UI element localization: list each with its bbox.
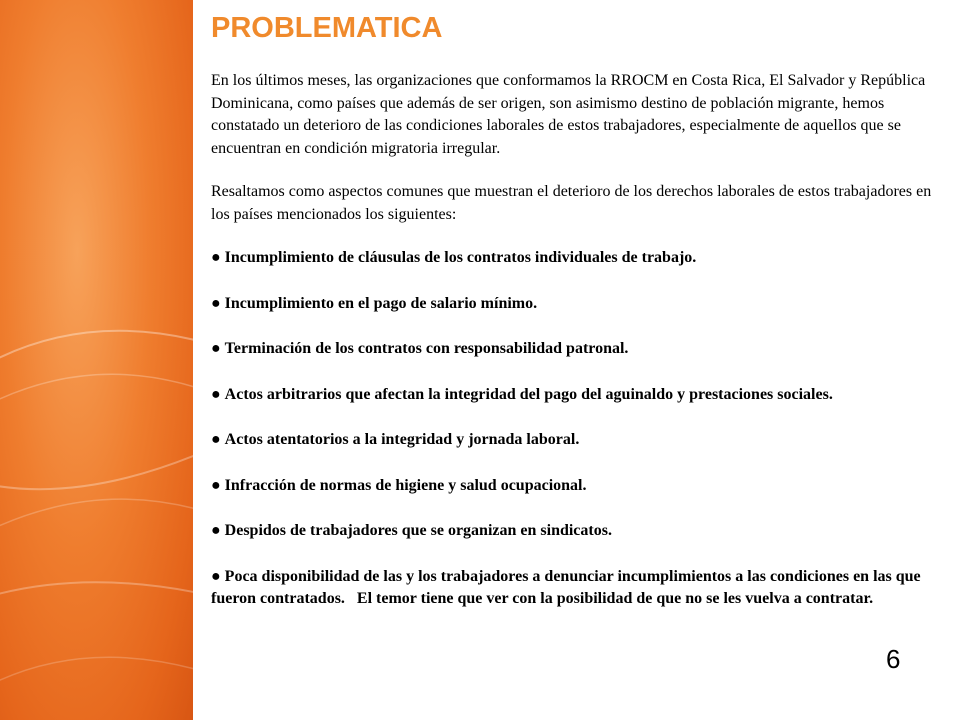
list-item-text: Infracción de normas de higiene y salud ocupacional.: [224, 476, 587, 494]
page-number: 6: [886, 644, 901, 674]
bullet-icon: ●: [211, 476, 221, 494]
list-item-text: Incumplimiento de cláusulas de los contratos individuales de trabajo.: [224, 249, 697, 266]
list-item: [211, 384, 946, 407]
list-item-text: Actos atentatorios a la integridad y jornada laboral.: [224, 431, 580, 448]
list-item: [211, 338, 946, 361]
bullet-icon: ●: [211, 522, 221, 539]
bullet-icon: ●: [211, 340, 221, 357]
list-item-text: Actos arbitrarios que afectan la integridad del pago del aguinaldo y prestaciones sociales.: [224, 385, 833, 403]
bullet-icon: ●: [211, 567, 221, 585]
bullet-icon: ●: [211, 249, 221, 266]
slide-title: PROBLEMATICA: [211, 12, 443, 44]
sidebar-swoosh-graphic: [0, 0, 193, 720]
list-item-text: Despidos de trabajadores que se organizan en sindicatos.: [224, 522, 612, 539]
bullet-icon: ●: [211, 385, 221, 403]
bullet-icon: ●: [211, 294, 221, 312]
bullet-list: [211, 247, 946, 611]
slide-content: [211, 8, 946, 634]
list-item-text: Terminación de los contratos con responsabilidad patronal.: [224, 340, 629, 357]
list-item: [211, 247, 946, 270]
decorative-sidebar: [0, 0, 193, 720]
list-item: [211, 475, 946, 498]
list-item: [211, 520, 946, 543]
intro-paragraph: En los últimos meses, las organizaciones que conformamos la RROCM en Costa Rica, El Salvador y República Dominicana, como países que además de ser origen, son asimismo destino de población migrante, hemos constatado un deterioro de las condiciones laborales de estos trabajadores, especialmente de aquellos que se encuentran en condición migratoria irregular.: [211, 72, 926, 157]
bullet-icon: ●: [211, 431, 221, 448]
list-item-text: Poca disponibilidad de las y los trabajadores a denunciar incumplimientos a las condiciones en las que fueron contratados. El temor tiene que ver con la posibilidad de que no se les vuelva a contratar.: [211, 567, 925, 607]
summary-paragraph: Resaltamos como aspectos comunes que muestran el deterioro de los derechos laborales de estos trabajadores en los países mencionados los siguientes:: [211, 183, 932, 223]
list-item-text: Incumplimiento en el pago de salario mínimo.: [224, 294, 538, 312]
list-item: [211, 293, 946, 316]
list-item: [211, 566, 946, 611]
list-item: [211, 429, 946, 452]
